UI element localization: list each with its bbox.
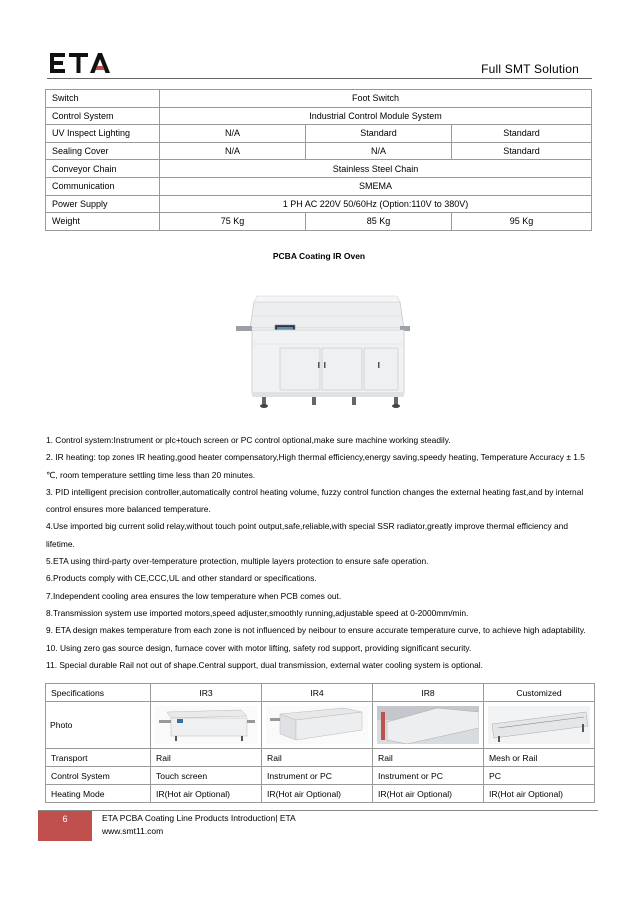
table-row: Sealing Cover N/A N/A Standard: [46, 142, 592, 160]
table-row: Weight 75 Kg 85 Kg 95 Kg: [46, 213, 592, 231]
list-item: 11. Special durable Rail not out of shape.Central support, dual transmission, external water cooling system is optional.: [46, 659, 483, 670]
table-row: Power Supply 1 PH AC 220V 50/60Hz (Option:110V to 380V): [46, 195, 592, 213]
table-row: Heating Mode IR(Hot air Optional) IR(Hot air Optional) IR(Hot air Optional) IR(Hot air Optional): [46, 785, 595, 803]
footer-url: www.smt11.com: [102, 826, 164, 836]
section-title: PCBA Coating IR Oven: [272, 251, 366, 261]
table-row: Control System Industrial Control Module System: [46, 107, 592, 125]
ir3-photo: [155, 706, 257, 744]
table-row: Conveyor Chain Stainless Steel Chain: [46, 160, 592, 178]
ir4-photo: [266, 706, 368, 744]
list-item: 3. PID intelligent precision controller,automatically control heating volume, fuzzy control function changes the external heating fast,and by internal control ensures more balanced temperature.: [46, 486, 584, 515]
footer-title: ETA PCBA Coating Line Products Introduction| ETA: [102, 813, 296, 823]
footer-divider: [38, 810, 598, 811]
spec-table-top: [45, 89, 592, 231]
list-item: 6.Products comply with CE,CCC,UL and other standard or specifications.: [46, 573, 317, 584]
list-item: 5.ETA using third-party over-temperature protection, multiple layers protection to ensure safe operation.: [46, 556, 429, 567]
customized-photo: [488, 706, 590, 744]
header-divider: [47, 78, 592, 79]
page-number: 6: [62, 814, 68, 824]
list-item: 10. Using zero gas source design, furnace cover with motor lifting, safety rod support, providing significant security.: [46, 642, 472, 653]
list-item: 2. IR heating: top zones IR heating,good heater compensatory,High thermal efficiency,energy saving,speedy heating, Temperature Accuracy ± 1.5 ℃, room temperature settling time less than 20 minutes.: [46, 452, 585, 480]
list-item: 4.Use imported big current solid relay,without touch point output,safe,reliable,with special SSR radiator,greatly improve thermal efficiency and lifetime.: [46, 521, 568, 549]
list-item: 9. ETA design makes temperature from each zone is not influenced by neibour to ensure accurate temperature curve, to achieve high adaptability.: [46, 625, 586, 636]
list-item: 1. Control system:Instrument or plc+touch screen or PC control optional,make sure machine working steadily.: [46, 435, 451, 445]
table-header-row: Specifications IR3 IR4 IR8 Customized: [46, 684, 595, 702]
eta-logo: [50, 52, 110, 74]
table-row: Transport Rail Rail Rail Mesh or Rail: [46, 749, 595, 767]
footer-text: [102, 812, 296, 838]
ir-oven-photo: [232, 292, 412, 418]
ir8-photo: [377, 706, 479, 744]
table-row: UV Inspect Lighting N/A Standard Standard: [46, 125, 592, 143]
table-row: Communication SMEMA: [46, 177, 592, 195]
spec-table-bottom: [45, 683, 595, 803]
table-row: Photo: [46, 702, 595, 749]
list-item: 8.Transmission system use imported motors,speed adjuster,smoothly running,adjustable speed at 0-2000mm/min.: [46, 607, 469, 618]
list-item: 7.Independent cooling area ensures the low temperature when PCB comes out.: [46, 590, 342, 601]
header-tagline: Full SMT Solution: [481, 62, 579, 76]
table-row: Control System Touch screen Instrument or PC Instrument or PC PC: [46, 767, 595, 785]
feature-list: [46, 432, 594, 674]
table-row: Switch Foot Switch: [46, 90, 592, 108]
